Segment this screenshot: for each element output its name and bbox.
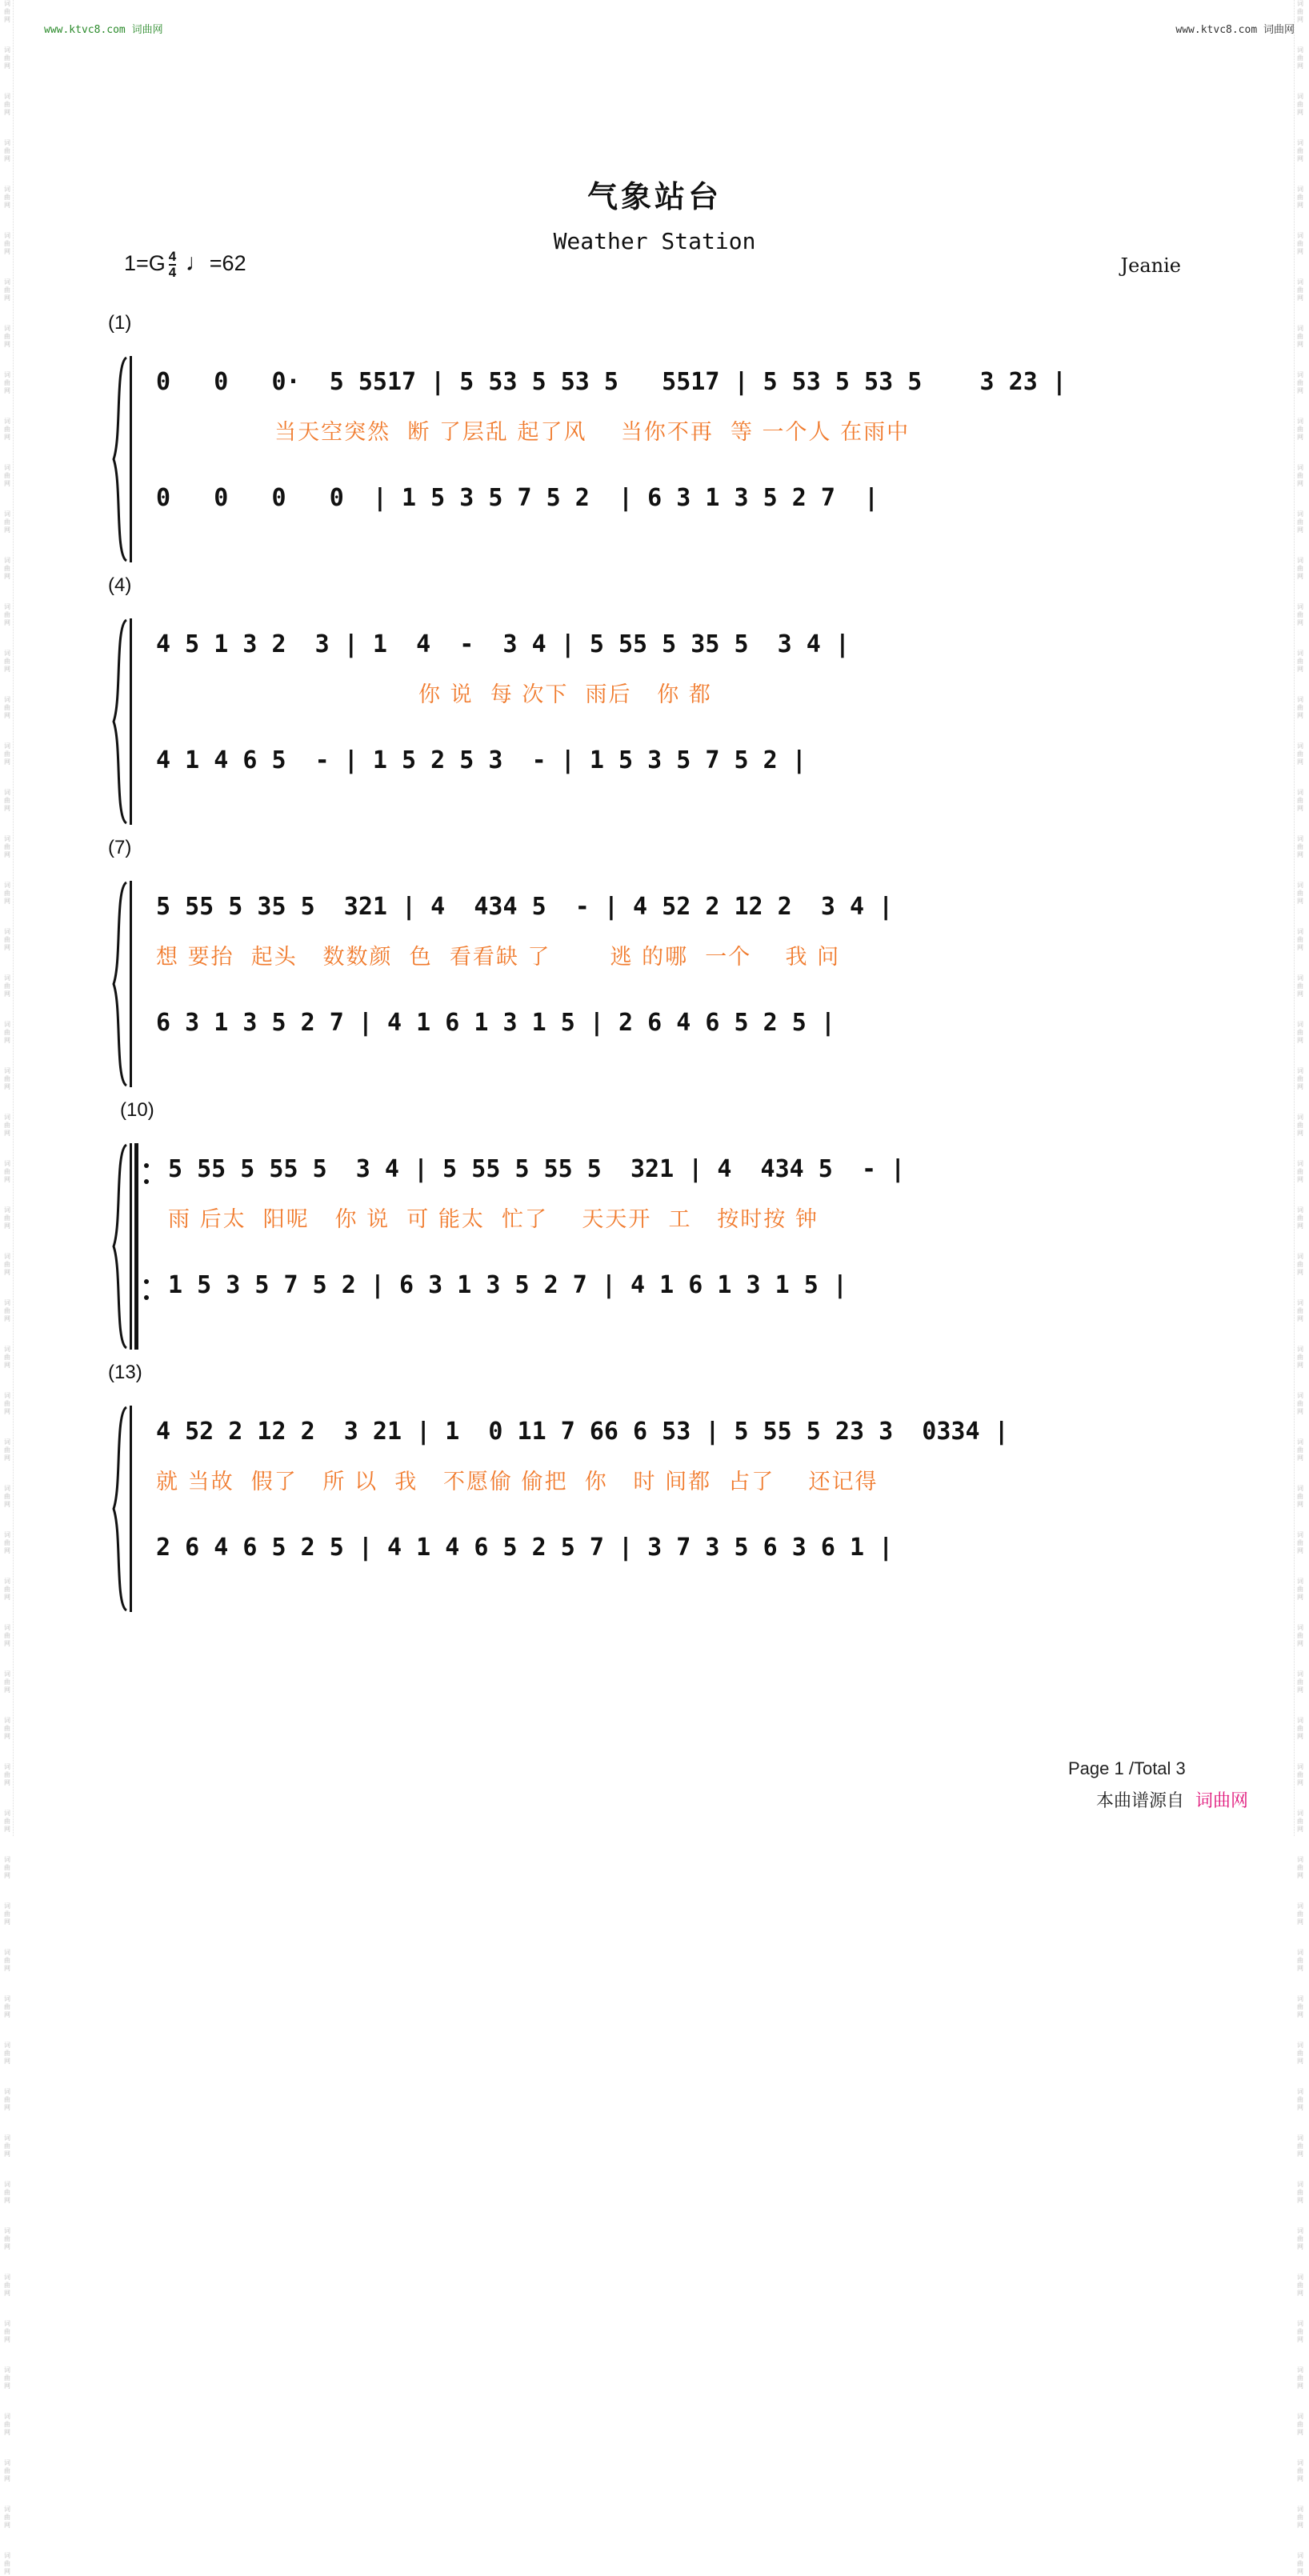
watermark-text: 词曲网 [4, 789, 10, 812]
watermark-text: 词曲网 [4, 928, 10, 951]
watermark-text: 词曲网 [1297, 1346, 1303, 1369]
melody-staff [156, 630, 1204, 670]
watermark-text: 词曲网 [4, 2042, 10, 2065]
source-credit [1096, 1787, 1248, 1812]
watermark-text: 词曲网 [4, 1346, 10, 1369]
watermark-text: 词曲网 [4, 1995, 10, 2018]
watermark-text: 词曲网 [1297, 371, 1303, 394]
source-brand-link[interactable]: 词曲网 [1195, 1791, 1249, 1811]
watermark-text: 词曲网 [1297, 2181, 1303, 2204]
watermark-text: 词曲网 [4, 2088, 10, 2111]
watermark-text: 词曲网 [1297, 1067, 1303, 1090]
bass-staff [156, 1534, 1204, 1574]
watermark-text: 词曲网 [1297, 1810, 1303, 1833]
lyrics-row [156, 414, 1204, 445]
watermark-text: 词曲网 [1297, 2134, 1303, 2158]
watermark-text: 词曲网 [4, 232, 10, 255]
bass-staff [156, 746, 1204, 786]
watermark-text: 词曲网 [4, 2227, 10, 2250]
watermark-text: 词曲网 [1297, 696, 1303, 719]
watermark-text: 词曲网 [1297, 650, 1303, 673]
watermark-text: 词曲网 [1297, 742, 1303, 766]
watermark-text: 词曲网 [1297, 2088, 1303, 2111]
lyrics-row [156, 939, 1204, 970]
watermark-text: 词曲网 [4, 2320, 10, 2343]
watermark-text: 词曲网 [4, 1949, 10, 1972]
watermark-text: 词曲网 [4, 1578, 10, 1601]
watermark-text: 词曲网 [4, 0, 10, 23]
watermark-strip-left [2, 0, 14, 2575]
watermark-text: 词曲网 [1297, 1902, 1303, 1926]
watermark-text: 词曲网 [1297, 1114, 1303, 1137]
watermark-text: 词曲网 [1297, 1021, 1303, 1044]
system-bracket [130, 1143, 132, 1350]
watermark-text: 词曲网 [4, 2366, 10, 2390]
watermark-text: 词曲网 [4, 139, 10, 162]
watermark-text: 词曲网 [4, 93, 10, 116]
watermark-text: 词曲网 [1297, 2227, 1303, 2250]
watermark-text: 词曲网 [4, 2413, 10, 2436]
watermark-text: 词曲网 [4, 2506, 10, 2529]
watermark-text: 词曲网 [4, 1067, 10, 1090]
watermark-text: 词曲网 [4, 1717, 10, 1740]
system-bracket [130, 356, 132, 562]
watermark-text: 词曲网 [1297, 1624, 1303, 1647]
watermark-text: 词曲网 [1297, 1253, 1303, 1276]
watermark-text: 词曲网 [1297, 1670, 1303, 1694]
watermark-text: 词曲网 [4, 835, 10, 858]
time-top: 4 [168, 249, 177, 264]
brace-icon [110, 356, 128, 562]
lyrics-row [156, 1464, 1204, 1494]
watermark-text: 词曲网 [4, 603, 10, 626]
watermark-text: 词曲网 [1297, 464, 1303, 487]
watermark-text: 词曲网 [1297, 1578, 1303, 1601]
site-url-right[interactable] [1175, 21, 1295, 36]
lyrics-text: 你 说 每 次下 雨后 你 都 [156, 682, 712, 707]
watermark-text: 词曲网 [1297, 603, 1303, 626]
lyrics-text: 当天空突然 断 了层乱 起了风 当你不再 等 一个人 在雨中 [156, 420, 911, 445]
site-name-left: 词曲网 [131, 24, 163, 36]
watermark-text: 词曲网 [1297, 325, 1303, 348]
watermark-text: 词曲网 [4, 650, 10, 673]
measure-number: (1) [108, 312, 132, 334]
repeat-start-bar [134, 1143, 138, 1350]
watermark-text: 词曲网 [4, 2181, 10, 2204]
watermark-text: 词曲网 [1297, 278, 1303, 302]
watermark-text: 词曲网 [1297, 2552, 1303, 2575]
measure-number: (4) [108, 574, 132, 596]
page-indicator: Page 1 /Total 3 [1068, 1758, 1186, 1778]
score-system-3 [104, 837, 1204, 1109]
bass-staff [168, 1271, 1216, 1311]
watermark-text: 词曲网 [1297, 1531, 1303, 1554]
composer: Jeanie [1120, 254, 1181, 277]
melody-notes: 0 0 0· 5 5517 | 5 53 5 53 5 5517 | 5 53 5 53 5 3 23 | [156, 368, 1067, 396]
bass-staff [156, 484, 1204, 524]
watermark-text: 词曲网 [1297, 928, 1303, 951]
watermark-text: 词曲网 [4, 1160, 10, 1183]
watermark-text: 词曲网 [4, 1856, 10, 1879]
watermark-text: 词曲网 [1297, 418, 1303, 441]
site-url-left[interactable] [44, 21, 163, 36]
repeat-dots-top [144, 1163, 149, 1195]
watermark-text: 词曲网 [1297, 232, 1303, 255]
bass-staff [156, 1009, 1204, 1049]
lyrics-row [168, 1202, 1216, 1232]
watermark-text: 词曲网 [4, 186, 10, 209]
lyrics-text: 就 当故 假了 所 以 我 不愿偷 偷把 你 时 间都 占了 还记得 [156, 1470, 879, 1494]
watermark-text: 词曲网 [1297, 1763, 1303, 1786]
system-bracket [130, 618, 132, 825]
watermark-text: 词曲网 [4, 742, 10, 766]
bass-notes: 1 5 3 5 7 5 2 | 6 3 1 3 5 2 7 | 4 1 6 1 3 1 5 | [168, 1271, 847, 1299]
watermark-text: 词曲网 [1297, 1485, 1303, 1508]
system-bracket [130, 1406, 132, 1612]
watermark-text: 词曲网 [1297, 1392, 1303, 1415]
score-system-1 [104, 312, 1204, 584]
watermark-text: 词曲网 [1297, 1995, 1303, 2018]
watermark-text: 词曲网 [1297, 974, 1303, 998]
watermark-text: 词曲网 [1297, 510, 1303, 534]
measure-number: (13) [108, 1362, 142, 1383]
measure-number: (10) [120, 1099, 154, 1121]
time-signature [169, 250, 176, 280]
watermark-text: 词曲网 [1297, 1160, 1303, 1183]
watermark-text: 词曲网 [4, 1206, 10, 1230]
watermark-text: 词曲网 [1297, 2506, 1303, 2529]
watermark-text: 词曲网 [4, 1253, 10, 1276]
song-title: 气象站台 [586, 179, 722, 214]
site-url-left-text: www.ktvc8.com [44, 24, 126, 36]
score-system-2 [104, 574, 1204, 846]
watermark-text: 词曲网 [4, 1763, 10, 1786]
brace-icon [110, 1406, 128, 1612]
watermark-text: 词曲网 [1297, 186, 1303, 209]
watermark-text: 词曲网 [1297, 1438, 1303, 1462]
key-signature [124, 250, 246, 280]
watermark-text: 词曲网 [1297, 1949, 1303, 1972]
source-label: 本曲谱源自 [1096, 1791, 1185, 1811]
bass-notes: 0 0 0 0 | 1 5 3 5 7 5 2 | 6 3 1 3 5 2 7 | [156, 484, 879, 512]
repeat-dots-bottom [144, 1279, 149, 1311]
brace-icon [110, 618, 128, 825]
brace-icon [110, 1143, 128, 1350]
watermark-text: 词曲网 [1297, 0, 1303, 23]
system-bracket [130, 881, 132, 1087]
bass-notes: 2 6 4 6 5 2 5 | 4 1 4 6 5 2 5 7 | 3 7 3 5 6 3 6 1 | [156, 1534, 894, 1562]
watermark-text: 词曲网 [4, 464, 10, 487]
song-subtitle: Weather Station [553, 228, 756, 254]
melody-staff [168, 1155, 1216, 1195]
melody-notes: 4 5 1 3 2 3 | 1 4 - 3 4 | 5 55 5 35 5 3 4 | [156, 630, 850, 658]
tempo-value: =62 [209, 251, 246, 276]
watermark-text: 词曲网 [4, 1624, 10, 1647]
watermark-text: 词曲网 [1297, 1206, 1303, 1230]
watermark-text: 词曲网 [4, 1670, 10, 1694]
lyrics-text: 想 要抬 起头 数数颜 色 看看缺 了 逃 的哪 一个 我 问 [156, 945, 841, 970]
melody-notes: 4 52 2 12 2 3 21 | 1 0 11 7 66 6 53 | 5 55 5 23 3 0334 | [156, 1418, 1009, 1446]
melody-staff [156, 368, 1204, 408]
watermark-text: 词曲网 [1297, 1299, 1303, 1322]
melody-notes: 5 55 5 35 5 321 | 4 434 5 - | 4 52 2 12 2 3 4 | [156, 893, 894, 921]
bass-notes: 4 1 4 6 5 - | 1 5 2 5 3 - | 1 5 3 5 7 5 2 | [156, 746, 807, 774]
watermark-text: 词曲网 [4, 2552, 10, 2575]
watermark-text: 词曲网 [1297, 2042, 1303, 2065]
bass-notes: 6 3 1 3 5 2 7 | 4 1 6 1 3 1 5 | 2 6 4 6 5 2 5 | [156, 1009, 835, 1037]
melody-staff [156, 1418, 1204, 1458]
watermark-text: 词曲网 [1297, 93, 1303, 116]
watermark-text: 词曲网 [4, 2459, 10, 2482]
watermark-text: 词曲网 [4, 1021, 10, 1044]
watermark-text: 词曲网 [4, 974, 10, 998]
watermark-text: 词曲网 [4, 1485, 10, 1508]
watermark-text: 词曲网 [4, 278, 10, 302]
watermark-text: 词曲网 [1297, 139, 1303, 162]
watermark-text: 词曲网 [4, 2274, 10, 2297]
watermark-text: 词曲网 [4, 46, 10, 70]
lyrics-text: 雨 后太 阳呢 你 说 可 能太 忙了 天天开 工 按时按 钟 [168, 1207, 819, 1232]
watermark-text: 词曲网 [1297, 1717, 1303, 1740]
lyrics-row [156, 677, 1204, 707]
site-url-right-text: www.ktvc8.com [1175, 24, 1258, 36]
watermark-strip-right [1294, 0, 1306, 2575]
watermark-text: 词曲网 [4, 1531, 10, 1554]
watermark-text: 词曲网 [4, 557, 10, 580]
watermark-text: 词曲网 [1297, 1856, 1303, 1879]
brace-icon [110, 881, 128, 1087]
watermark-text: 词曲网 [1297, 2320, 1303, 2343]
watermark-text: 词曲网 [1297, 882, 1303, 905]
melody-notes: 5 55 5 55 5 3 4 | 5 55 5 55 5 321 | 4 434 5 - | [168, 1155, 906, 1183]
watermark-text: 词曲网 [4, 1438, 10, 1462]
watermark-text: 词曲网 [1297, 557, 1303, 580]
watermark-text: 词曲网 [4, 1114, 10, 1137]
score-system-5 [104, 1362, 1204, 1634]
watermark-text: 词曲网 [4, 696, 10, 719]
watermark-text: 词曲网 [1297, 789, 1303, 812]
watermark-text: 词曲网 [1297, 2413, 1303, 2436]
melody-staff [156, 893, 1204, 933]
key-label: 1=G [124, 251, 166, 276]
watermark-text: 词曲网 [4, 882, 10, 905]
watermark-text: 词曲网 [4, 325, 10, 348]
watermark-text: 词曲网 [4, 371, 10, 394]
watermark-text: 词曲网 [4, 1392, 10, 1415]
watermark-text: 词曲网 [1297, 835, 1303, 858]
site-name-right: 词曲网 [1263, 24, 1295, 36]
watermark-text: 词曲网 [4, 418, 10, 441]
watermark-text: 词曲网 [1297, 2366, 1303, 2390]
watermark-text: 词曲网 [1297, 46, 1303, 70]
watermark-text: 词曲网 [4, 2134, 10, 2158]
watermark-text: 词曲网 [4, 1299, 10, 1322]
watermark-text: 词曲网 [1297, 2274, 1303, 2297]
time-bottom: 4 [168, 265, 177, 280]
score-system-4 [104, 1099, 1204, 1371]
measure-number: (7) [108, 837, 132, 858]
watermark-text: 词曲网 [4, 1902, 10, 1926]
quarter-note-icon: ♩ [185, 250, 210, 277]
watermark-text: 词曲网 [4, 510, 10, 534]
watermark-text: 词曲网 [4, 1810, 10, 1833]
watermark-text: 词曲网 [1297, 2459, 1303, 2482]
